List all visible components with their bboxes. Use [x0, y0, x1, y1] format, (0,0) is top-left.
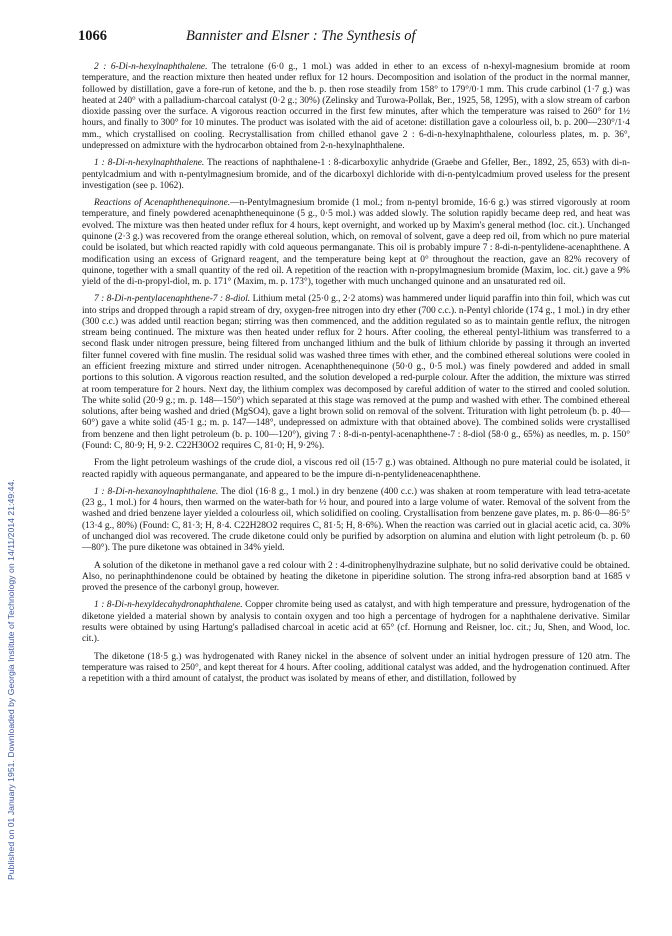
paragraph	[82, 62, 630, 152]
paragraph-text: Copper chromite being used as catalyst, and with high temperature and pressure, hydrogenation of the diketone yielded a material shown by analysis to contain oxygen and too high a percentage of hydrogen for a naphthalene derivative. Similar results were obtained by using Hartung's palladised charcoal in acetic acid at 65° (cf. Hornung and Reisner, loc. cit.; Ju, Shen, and Wood, loc. cit.).	[82, 600, 630, 645]
paragraph-text: The diol (16·8 g., 1 mol.) in dry benzene (400 c.c.) was shaken at room temperature with lead tetra-acetate (23 g., 1 mol.) for 4 hours, then warmed on the water-bath for ½ hour, and poured into a large volume of water. Removal of the solvent from the washed and dried benzene layer yielded a colourless oil, which solidified on cooling. Crystallisation from benzene gave plates, m. p. 86·0—86·5° (13·4 g., 80%) (Found: C, 81·3; H, 8·4. C22H28O2 requires C, 81·5; H, 8·6%). When the reaction was carried out in glacial acetic acid, ca. 30% of unchanged diol was recovered. The crude diketone could only be purified by adsorption on alumina and elution with light petroleum (b. p. 60—80°). The pure diketone was obtained in 34% yield.	[82, 486, 630, 554]
paragraph-title: Reactions of Acenaphthenequinone.	[94, 198, 231, 209]
paragraph	[82, 600, 630, 645]
download-notice-text: Published on 01 January 1951. Downloaded by Georgia Institute of Technology on 14/11/2014 21:49:44.	[6, 479, 16, 880]
paragraph-text: The tetralone (6·0 g., 1 mol.) was added in ether to an excess of n-hexyl-magnesium bromide at room temperature, and the reaction mixture then heated under reflux for 12 hours. Decomposition and isolation of the product in the normal manner, followed by distillation, gave a fore-run of ketone, and the b. p. then rose steadily from 158° to 179°/0·1 mm. This crude carbinol (1·7 g.) was heated at 240° with a palladium-charcoal catalyst (0·2 g.; 30%) (Zelinsky and Turowa-Pollak, Ber., 1925, 58, 1295), with a slow stream of carbon dioxide passing over the surface. A vigorous reaction occurred in the first few minutes, after which the temperature was raised to 260° for 1½ hours, and finally to 300° for 10 minutes. The product was isolated with the aid of acetone: distillation gave a colourless oil, b. p. 200—230°/1·4 mm., which crystallised on cooling. Recrystallisation from chilled ethanol gave 2 : 6-di-n-hexylnaphthalene, colourless plates, m. p. 36°, undepressed on admixture with the hydrocarbon obtained from 2-n-hexylnaphthalene.	[82, 62, 630, 151]
paragraph-text: From the light petroleum washings of the crude diol, a viscous red oil (15·7 g.) was obtained. Although no pure material could be isolated, it reacted rapidly with aqueous permanganate, and appeared to be the impure di-n-pentylideneacenaphthene.	[82, 458, 630, 480]
paragraph-title: 2 : 6-Di-n-hexylnaphthalene.	[94, 62, 208, 72]
article-body	[82, 62, 630, 691]
paragraph-text: A solution of the diketone in methanol gave a red colour with 2 : 4-dinitrophenylhydrazine sulphate, but no solid derivative could be obtained. Also, no perinaphthindenone could be obtained by heating the diketone in piperidine solution. The strong infra-red absorption band at 1685 ν proved the presence of the carbonyl group, however.	[82, 560, 630, 594]
paragraph-title: 1 : 8-Di-n-hexanoylnaphthalene.	[94, 486, 219, 497]
paragraph-text: —n-Pentylmagnesium bromide (1 mol.; from n-pentyl bromide, 16·6 g.) was stirred vigorously at room temperature, and finely powdered acenaphthenequinone (5 g., 0·5 mol.) was added slowly. The solution rapidly became deep red, and heat was evolved. The mixture was then heated under reflux for 4 hours, kept overnight, and worked up by Maxim's general method (loc. cit.). Unchanged quinone (2·3 g.) was recovered from the orange ethereal solution, which, on removal of solvent, gave a deep red oil, from which no pure material could be isolated, but which reacted rapidly with cold aqueous permanganate. This oil is probably impure 7 : 8-di-n-pentylidene-acenaphthene. A modification using an excess of Grignard reagent, and the temperature being kept at 0° throughout the reaction, gave an 82% recovery of quinone, together with a small quantity of the red oil. A repetition of the reaction with n-propylmagnesium bromide (Maxim, loc. cit.) gave a 9% yield of the di-n-propyl-diol, m. p. 171° (Maxim, m. p. 173°), together with much unchanged quinone and an unsaturated red oil.	[82, 198, 630, 288]
paragraph	[82, 458, 630, 481]
paragraph-title: 7 : 8-Di-n-pentylacenaphthene-7 : 8-diol.	[94, 294, 251, 305]
paragraph-text: The reactions of naphthalene-1 : 8-dicarboxylic anhydride (Graebe and Gfeller, Ber., 1892, 25, 653) with di-n-pentylcadmium and with n-pentylmagnesium bromide, and of the dicarboxyl dichloride with di-n-pentylcadmium proved useless for the present investigation (see p. 1062).	[82, 158, 630, 191]
paragraph	[82, 158, 630, 192]
paragraph	[82, 294, 630, 452]
paragraph-text: The diketone (18·5 g.) was hydrogenated with Raney nickel in the absence of solvent under an initial hydrogen pressure of 120 atm. The temperature was raised to 250°, and kept thereat for 4 hours. After cooling, additional catalyst was added, and the hydrogenation continued. After a repetition with a third amount of catalyst, the product was isolated by means of ether, and distillation, followed by	[82, 651, 630, 685]
paragraph	[82, 652, 630, 686]
paragraph	[82, 561, 630, 595]
paragraph	[82, 487, 630, 555]
page-header	[78, 28, 638, 50]
download-notice	[6, 120, 20, 880]
paragraph-text: Lithium metal (25·0 g., 2·2 atoms) was hammered under liquid paraffin into thin foil, which was cut into strips and dropped through a rapid stream of dry, oxygen-free nitrogen into dry ether (700 c.c.). n-Pentyl chloride (174 g., 1 mol.) in dry ether (300 c.c.) was added until reaction began; stirring was then commenced, and the addition regulated so as to maintain gentle reflux, the nitrogen stream being continued. The mixture was then heated under reflux for 2 hours. After cooling, the ethereal pentyl-lithium was transferred to a second flask under nitrogen pressure, being filtered from unchanged lithium and the bulk of lithium chloride by passing it through an inverted filter funnel covered with fine muslin. The residual solid was washed three times with ether, and the combined ethereal solutions were cooled in an efficient freezing mixture and stirred under nitrogen. Acenaphthenequinone (50·0 g., 0·5 mol.) was finely powdered and added in small portions to this solution. A vigorous reaction resulted, and the solution developed a red-purple colour. After the addition, the mixture was stirred at room temperature for 2 hours. Next day, the lithium complex was decomposed by careful addition of water to the stirred and cooled solution. The white solid (20·9 g.; m. p. 148—150°) which separated at this stage was removed at the pump and washed with ether. The combined ethereal solutions, after being washed and dried (MgSO4), gave a light brown solid on removal of the solvent. Trituration with light petroleum (b. p. 40—60°) gave a white solid (45·1 g.; m. p. 147—148°, undepressed on admixture with that obtained above). The combined solids were crystallised from benzene and then light petroleum (b. p. 100—120°), giving 7 : 8-di-n-pentyl-acenaphthene-7 : 8-diol (58·0 g., 65%) as needles, m. p. 150° (Found: C, 80·9; H, 9·2. C22H30O2 requires C, 81·0; H, 9·2%).	[82, 294, 630, 451]
paragraph-title: 1 : 8-Di-n-hexyldecahydronaphthalene.	[94, 600, 243, 611]
page-number: 1066	[78, 28, 107, 44]
running-title: Bannister and Elsner : The Synthesis of	[186, 28, 416, 44]
paragraph-title: 1 : 8-Di-n-hexylnaphthalene.	[94, 158, 205, 169]
paragraph	[82, 198, 630, 288]
